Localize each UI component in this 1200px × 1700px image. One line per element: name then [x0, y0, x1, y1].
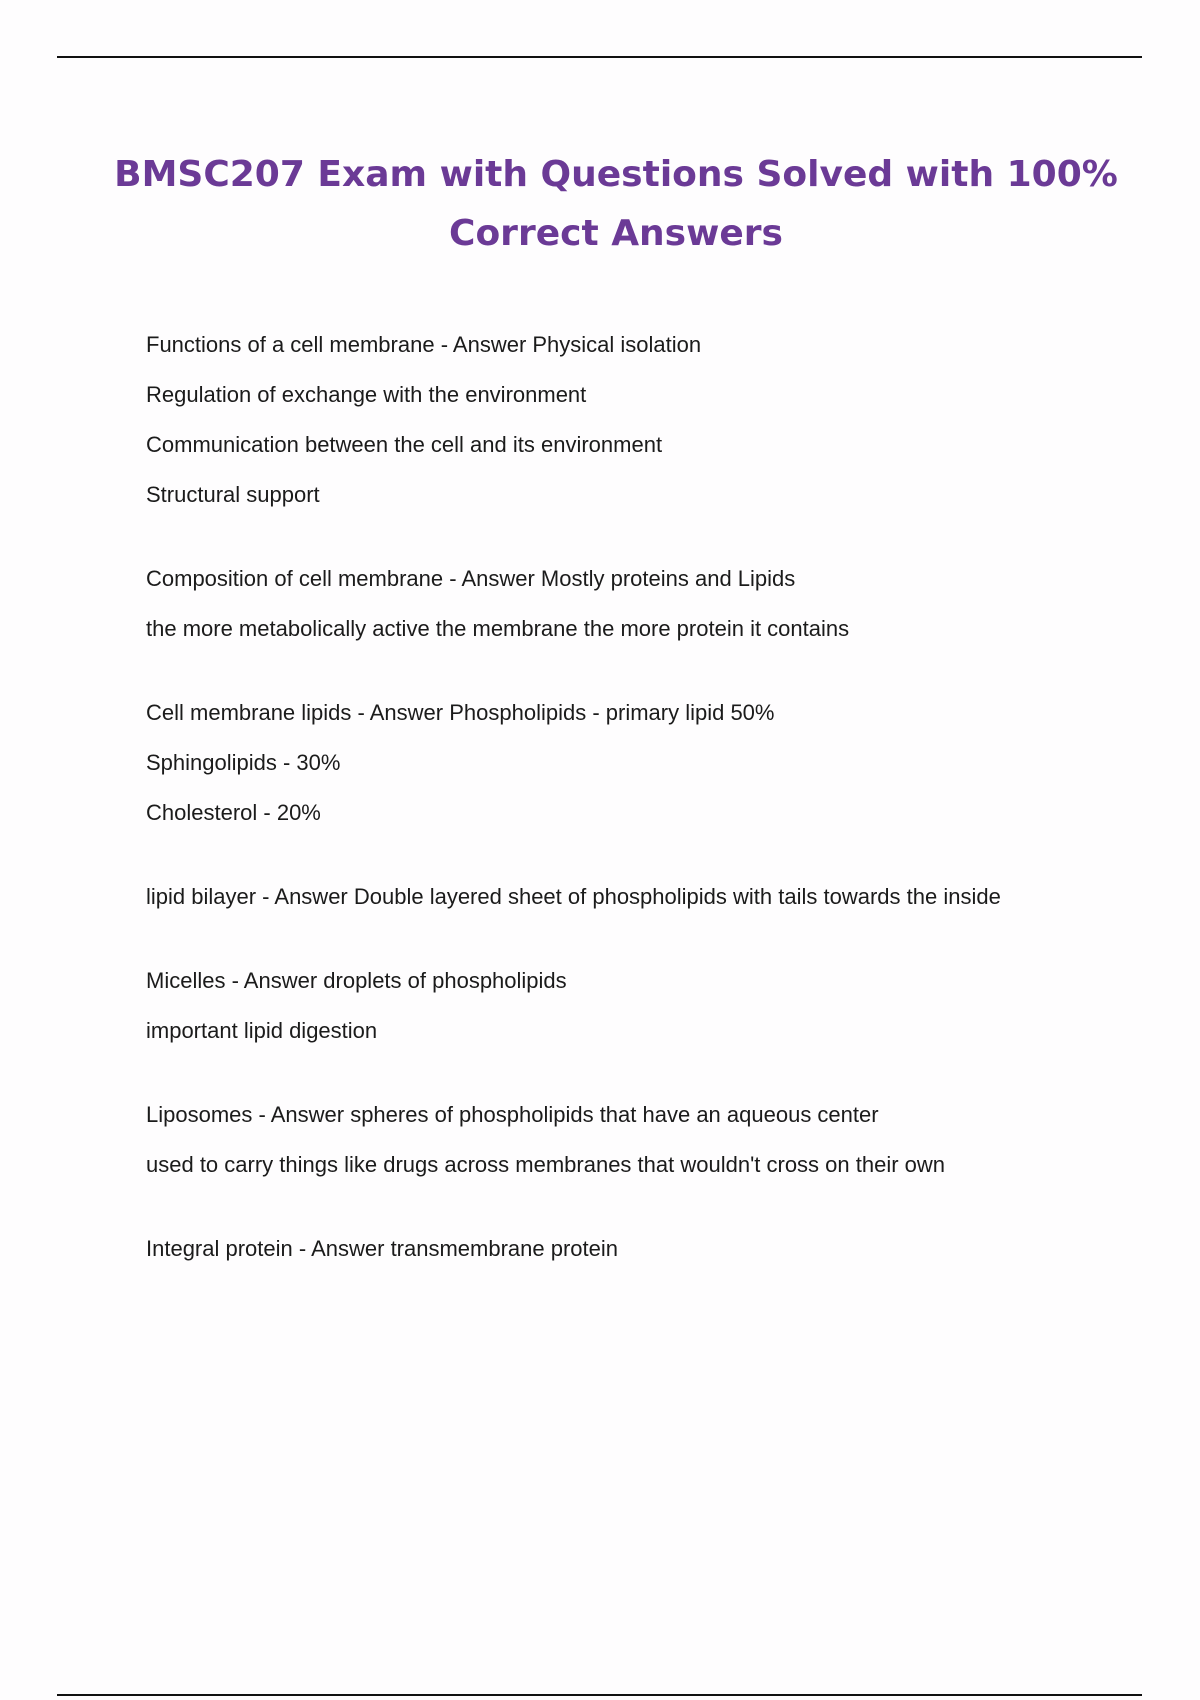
qa-line: Integral protein - Answer transmembrane protein	[146, 1236, 619, 1261]
qa-entry-liposomes	[146, 1098, 1046, 1182]
qa-line: the more metabolically active the membrane the more protein it contains	[146, 616, 850, 641]
title-line-2: Correct Answers	[449, 213, 783, 254]
qa-line: Functions of a cell membrane - Answer Physical isolation	[146, 332, 702, 357]
qa-entry-membrane-lipids	[146, 696, 1046, 830]
qa-line: Regulation of exchange with the environment	[146, 382, 587, 407]
document-title	[100, 145, 1132, 263]
qa-line: Liposomes - Answer spheres of phospholipids that have an aqueous center	[146, 1102, 879, 1127]
qa-entry-lipid-bilayer	[146, 880, 1046, 914]
qa-line: Structural support	[146, 482, 320, 507]
qa-entry-cell-membrane-functions	[146, 328, 1046, 512]
header-rule	[57, 56, 1142, 58]
qa-list	[146, 328, 1046, 1316]
qa-line: Cell membrane lipids - Answer Phospholipids - primary lipid 50%	[146, 700, 775, 725]
qa-line: lipid bilayer - Answer Double layered sheet of phospholipids with tails towards the inside	[146, 884, 1001, 909]
title-line-1: BMSC207 Exam with Questions Solved with 100%	[114, 154, 1118, 195]
qa-line: Communication between the cell and its environment	[146, 432, 663, 457]
qa-line: used to carry things like drugs across membranes that wouldn't cross on their own	[146, 1152, 946, 1177]
qa-entry-integral-protein	[146, 1232, 1046, 1266]
qa-entry-micelles	[146, 964, 1046, 1048]
qa-line: Sphingolipids - 30%	[146, 750, 341, 775]
qa-line: Micelles - Answer droplets of phospholipids	[146, 968, 567, 993]
qa-line: Composition of cell membrane - Answer Mostly proteins and Lipids	[146, 566, 796, 591]
qa-line: Cholesterol - 20%	[146, 800, 321, 825]
qa-entry-cell-membrane-composition	[146, 562, 1046, 646]
qa-line: important lipid digestion	[146, 1018, 378, 1043]
footer-rule	[57, 1694, 1142, 1696]
